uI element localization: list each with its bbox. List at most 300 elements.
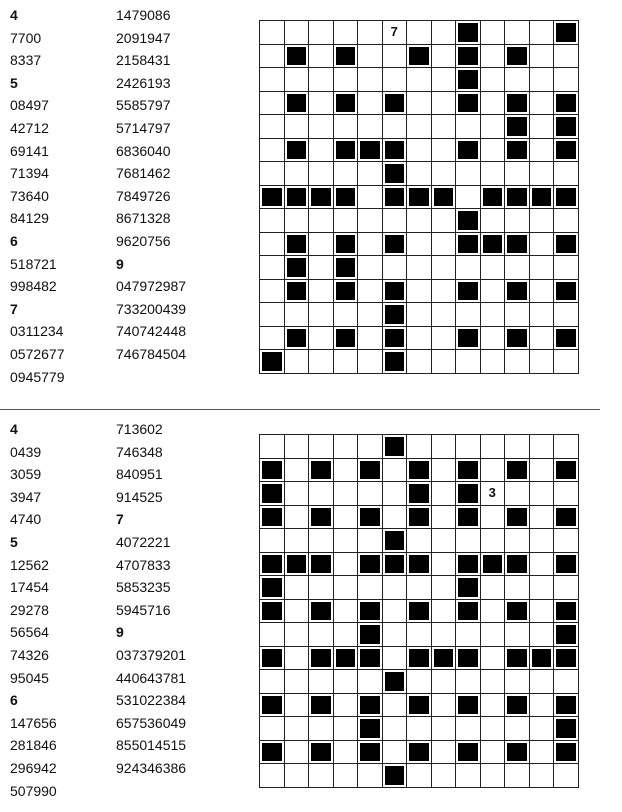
empty-cell[interactable] bbox=[505, 435, 530, 459]
empty-cell[interactable] bbox=[481, 92, 506, 116]
empty-cell[interactable] bbox=[456, 256, 481, 280]
empty-cell[interactable] bbox=[432, 553, 457, 577]
empty-cell[interactable] bbox=[505, 68, 530, 92]
empty-cell[interactable] bbox=[334, 68, 359, 92]
empty-cell[interactable] bbox=[358, 303, 383, 327]
prefilled-cell[interactable]: 3 bbox=[481, 482, 506, 506]
empty-cell[interactable] bbox=[505, 670, 530, 694]
empty-cell[interactable] bbox=[554, 529, 579, 553]
black-cell bbox=[334, 139, 359, 163]
empty-cell[interactable] bbox=[432, 764, 457, 788]
word-list-1-col-1 bbox=[10, 4, 110, 388]
prefilled-cell[interactable]: 7 bbox=[383, 21, 408, 45]
empty-cell[interactable] bbox=[358, 670, 383, 694]
empty-cell[interactable] bbox=[334, 764, 359, 788]
empty-cell[interactable] bbox=[407, 115, 432, 139]
empty-cell[interactable] bbox=[407, 139, 432, 163]
empty-cell[interactable] bbox=[481, 623, 506, 647]
empty-cell[interactable] bbox=[407, 576, 432, 600]
empty-cell[interactable] bbox=[285, 162, 310, 186]
empty-cell[interactable] bbox=[407, 68, 432, 92]
empty-cell[interactable] bbox=[334, 529, 359, 553]
empty-cell[interactable] bbox=[407, 209, 432, 233]
empty-cell[interactable] bbox=[407, 233, 432, 257]
empty-cell[interactable] bbox=[554, 435, 579, 459]
empty-cell[interactable] bbox=[285, 303, 310, 327]
empty-cell[interactable] bbox=[285, 623, 310, 647]
empty-cell[interactable] bbox=[530, 115, 555, 139]
empty-cell[interactable] bbox=[432, 233, 457, 257]
empty-cell[interactable] bbox=[481, 209, 506, 233]
empty-cell[interactable] bbox=[432, 162, 457, 186]
empty-cell[interactable] bbox=[309, 764, 334, 788]
empty-cell[interactable] bbox=[407, 670, 432, 694]
empty-cell[interactable] bbox=[285, 529, 310, 553]
empty-cell[interactable] bbox=[407, 717, 432, 741]
empty-cell[interactable] bbox=[285, 670, 310, 694]
empty-cell[interactable] bbox=[554, 68, 579, 92]
empty-cell[interactable] bbox=[260, 92, 285, 116]
empty-cell[interactable] bbox=[383, 115, 408, 139]
empty-cell[interactable] bbox=[456, 186, 481, 210]
list-item: 4707833 bbox=[116, 556, 171, 573]
empty-cell[interactable] bbox=[530, 303, 555, 327]
empty-cell[interactable] bbox=[481, 68, 506, 92]
empty-cell[interactable] bbox=[358, 162, 383, 186]
empty-cell[interactable] bbox=[260, 764, 285, 788]
empty-cell[interactable] bbox=[407, 256, 432, 280]
empty-cell[interactable] bbox=[432, 280, 457, 304]
empty-cell[interactable] bbox=[358, 482, 383, 506]
empty-cell[interactable] bbox=[481, 717, 506, 741]
empty-cell[interactable] bbox=[481, 45, 506, 69]
empty-cell[interactable] bbox=[432, 506, 457, 530]
empty-cell[interactable] bbox=[432, 209, 457, 233]
empty-cell[interactable] bbox=[383, 623, 408, 647]
empty-cell[interactable] bbox=[432, 350, 457, 374]
empty-cell[interactable] bbox=[309, 350, 334, 374]
empty-cell[interactable] bbox=[285, 350, 310, 374]
empty-cell[interactable] bbox=[358, 280, 383, 304]
empty-cell[interactable] bbox=[530, 21, 555, 45]
empty-cell[interactable] bbox=[260, 327, 285, 351]
black-cell bbox=[554, 139, 579, 163]
empty-cell[interactable] bbox=[334, 623, 359, 647]
empty-cell[interactable] bbox=[358, 350, 383, 374]
list-item: 17454 bbox=[10, 579, 49, 596]
empty-cell[interactable] bbox=[383, 506, 408, 530]
empty-cell[interactable] bbox=[358, 92, 383, 116]
black-cell bbox=[383, 92, 408, 116]
empty-cell[interactable] bbox=[309, 529, 334, 553]
empty-cell[interactable] bbox=[432, 45, 457, 69]
empty-cell[interactable] bbox=[383, 600, 408, 624]
empty-cell[interactable] bbox=[481, 576, 506, 600]
black-cell bbox=[456, 21, 481, 45]
empty-cell[interactable] bbox=[334, 717, 359, 741]
empty-cell[interactable] bbox=[383, 694, 408, 718]
empty-cell[interactable] bbox=[309, 45, 334, 69]
empty-cell[interactable] bbox=[358, 115, 383, 139]
puzzle-grid-2[interactable] bbox=[259, 434, 579, 788]
empty-cell[interactable] bbox=[530, 45, 555, 69]
empty-cell[interactable] bbox=[383, 68, 408, 92]
empty-cell[interactable] bbox=[505, 623, 530, 647]
empty-cell[interactable] bbox=[530, 506, 555, 530]
empty-cell[interactable] bbox=[432, 741, 457, 765]
empty-cell[interactable] bbox=[530, 670, 555, 694]
empty-cell[interactable] bbox=[334, 694, 359, 718]
empty-cell[interactable] bbox=[530, 139, 555, 163]
length-heading: 7 bbox=[10, 300, 18, 317]
empty-cell[interactable] bbox=[358, 327, 383, 351]
empty-cell[interactable] bbox=[432, 327, 457, 351]
empty-cell[interactable] bbox=[358, 68, 383, 92]
empty-cell[interactable] bbox=[260, 162, 285, 186]
empty-cell[interactable] bbox=[285, 115, 310, 139]
empty-cell[interactable] bbox=[432, 623, 457, 647]
black-cell bbox=[505, 741, 530, 765]
empty-cell[interactable] bbox=[285, 435, 310, 459]
black-cell bbox=[554, 327, 579, 351]
empty-cell[interactable] bbox=[334, 435, 359, 459]
empty-cell[interactable] bbox=[309, 717, 334, 741]
empty-cell[interactable] bbox=[481, 647, 506, 671]
empty-cell[interactable] bbox=[358, 209, 383, 233]
empty-cell[interactable] bbox=[554, 45, 579, 69]
list-item: 531022384 bbox=[116, 692, 187, 709]
empty-cell[interactable] bbox=[334, 115, 359, 139]
black-cell bbox=[285, 45, 310, 69]
empty-cell[interactable] bbox=[456, 623, 481, 647]
empty-cell[interactable] bbox=[505, 21, 530, 45]
black-cell bbox=[358, 139, 383, 163]
empty-cell[interactable] bbox=[285, 717, 310, 741]
empty-cell[interactable] bbox=[554, 256, 579, 280]
empty-cell[interactable] bbox=[383, 209, 408, 233]
black-cell bbox=[505, 647, 530, 671]
black-cell bbox=[554, 186, 579, 210]
empty-cell[interactable] bbox=[481, 350, 506, 374]
empty-cell[interactable] bbox=[530, 764, 555, 788]
empty-cell[interactable] bbox=[407, 303, 432, 327]
empty-cell[interactable] bbox=[334, 576, 359, 600]
empty-cell[interactable] bbox=[285, 576, 310, 600]
empty-cell[interactable] bbox=[530, 209, 555, 233]
empty-cell[interactable] bbox=[334, 350, 359, 374]
empty-cell[interactable] bbox=[505, 576, 530, 600]
empty-cell[interactable] bbox=[505, 350, 530, 374]
empty-cell[interactable] bbox=[554, 162, 579, 186]
empty-cell[interactable] bbox=[358, 764, 383, 788]
empty-cell[interactable] bbox=[505, 529, 530, 553]
empty-cell[interactable] bbox=[554, 209, 579, 233]
empty-cell[interactable] bbox=[432, 303, 457, 327]
black-cell bbox=[456, 576, 481, 600]
empty-cell[interactable] bbox=[309, 623, 334, 647]
empty-cell[interactable] bbox=[432, 92, 457, 116]
empty-cell[interactable] bbox=[530, 280, 555, 304]
empty-cell[interactable] bbox=[309, 280, 334, 304]
empty-cell[interactable] bbox=[407, 350, 432, 374]
empty-cell[interactable] bbox=[309, 327, 334, 351]
empty-cell[interactable] bbox=[260, 68, 285, 92]
black-cell bbox=[554, 623, 579, 647]
empty-cell[interactable] bbox=[260, 435, 285, 459]
empty-cell[interactable] bbox=[505, 717, 530, 741]
empty-cell[interactable] bbox=[383, 647, 408, 671]
empty-cell[interactable] bbox=[530, 68, 555, 92]
empty-cell[interactable] bbox=[358, 435, 383, 459]
empty-cell[interactable] bbox=[309, 576, 334, 600]
empty-cell[interactable] bbox=[530, 256, 555, 280]
empty-cell[interactable] bbox=[432, 600, 457, 624]
empty-cell[interactable] bbox=[334, 162, 359, 186]
empty-cell[interactable] bbox=[407, 764, 432, 788]
empty-cell[interactable] bbox=[285, 764, 310, 788]
empty-cell[interactable] bbox=[505, 162, 530, 186]
empty-cell[interactable] bbox=[383, 482, 408, 506]
black-cell bbox=[358, 553, 383, 577]
empty-cell[interactable] bbox=[260, 717, 285, 741]
list-item: 5945716 bbox=[116, 601, 171, 618]
empty-cell[interactable] bbox=[383, 45, 408, 69]
empty-cell[interactable] bbox=[505, 303, 530, 327]
empty-cell[interactable] bbox=[309, 482, 334, 506]
empty-cell[interactable] bbox=[432, 670, 457, 694]
empty-cell[interactable] bbox=[334, 600, 359, 624]
empty-cell[interactable] bbox=[334, 553, 359, 577]
empty-cell[interactable] bbox=[309, 209, 334, 233]
empty-cell[interactable] bbox=[383, 256, 408, 280]
empty-cell[interactable] bbox=[554, 764, 579, 788]
empty-cell[interactable] bbox=[530, 482, 555, 506]
empty-cell[interactable] bbox=[481, 694, 506, 718]
empty-cell[interactable] bbox=[285, 647, 310, 671]
empty-cell[interactable] bbox=[285, 482, 310, 506]
empty-cell[interactable] bbox=[481, 280, 506, 304]
empty-cell[interactable] bbox=[309, 233, 334, 257]
empty-cell[interactable] bbox=[260, 115, 285, 139]
empty-cell[interactable] bbox=[309, 670, 334, 694]
black-cell bbox=[309, 186, 334, 210]
black-cell bbox=[505, 45, 530, 69]
empty-cell[interactable] bbox=[530, 459, 555, 483]
empty-cell[interactable] bbox=[481, 670, 506, 694]
empty-cell[interactable] bbox=[530, 694, 555, 718]
empty-cell[interactable] bbox=[554, 303, 579, 327]
empty-cell[interactable] bbox=[530, 350, 555, 374]
empty-cell[interactable] bbox=[432, 139, 457, 163]
empty-cell[interactable] bbox=[481, 764, 506, 788]
empty-cell[interactable] bbox=[358, 529, 383, 553]
empty-cell[interactable] bbox=[260, 209, 285, 233]
empty-cell[interactable] bbox=[481, 21, 506, 45]
empty-cell[interactable] bbox=[383, 741, 408, 765]
empty-cell[interactable] bbox=[554, 576, 579, 600]
empty-cell[interactable] bbox=[334, 741, 359, 765]
empty-cell[interactable] bbox=[456, 115, 481, 139]
empty-cell[interactable] bbox=[407, 92, 432, 116]
black-cell bbox=[407, 482, 432, 506]
empty-cell[interactable] bbox=[260, 139, 285, 163]
black-cell bbox=[260, 647, 285, 671]
empty-cell[interactable] bbox=[554, 670, 579, 694]
length-heading: 7 bbox=[116, 511, 124, 528]
empty-cell[interactable] bbox=[481, 303, 506, 327]
empty-cell[interactable] bbox=[456, 303, 481, 327]
black-cell bbox=[505, 280, 530, 304]
empty-cell[interactable] bbox=[481, 529, 506, 553]
empty-cell[interactable] bbox=[260, 21, 285, 45]
empty-cell[interactable] bbox=[260, 623, 285, 647]
empty-cell[interactable] bbox=[358, 233, 383, 257]
empty-cell[interactable] bbox=[260, 280, 285, 304]
empty-cell[interactable] bbox=[456, 435, 481, 459]
empty-cell[interactable] bbox=[530, 162, 555, 186]
black-cell bbox=[505, 600, 530, 624]
empty-cell[interactable] bbox=[432, 576, 457, 600]
empty-cell[interactable] bbox=[530, 741, 555, 765]
empty-cell[interactable] bbox=[432, 482, 457, 506]
empty-cell[interactable] bbox=[309, 162, 334, 186]
empty-cell[interactable] bbox=[456, 670, 481, 694]
empty-cell[interactable] bbox=[334, 459, 359, 483]
empty-cell[interactable] bbox=[334, 21, 359, 45]
empty-cell[interactable] bbox=[530, 327, 555, 351]
empty-cell[interactable] bbox=[309, 435, 334, 459]
empty-cell[interactable] bbox=[530, 717, 555, 741]
empty-cell[interactable] bbox=[260, 303, 285, 327]
empty-cell[interactable] bbox=[456, 350, 481, 374]
empty-cell[interactable] bbox=[358, 256, 383, 280]
empty-cell[interactable] bbox=[309, 303, 334, 327]
empty-cell[interactable] bbox=[432, 115, 457, 139]
empty-cell[interactable] bbox=[309, 21, 334, 45]
black-cell bbox=[309, 741, 334, 765]
empty-cell[interactable] bbox=[530, 92, 555, 116]
empty-cell[interactable] bbox=[530, 623, 555, 647]
empty-cell[interactable] bbox=[334, 209, 359, 233]
empty-cell[interactable] bbox=[456, 717, 481, 741]
empty-cell[interactable] bbox=[432, 459, 457, 483]
empty-cell[interactable] bbox=[334, 670, 359, 694]
empty-cell[interactable] bbox=[309, 92, 334, 116]
empty-cell[interactable] bbox=[309, 115, 334, 139]
empty-cell[interactable] bbox=[260, 670, 285, 694]
empty-cell[interactable] bbox=[358, 186, 383, 210]
empty-cell[interactable] bbox=[481, 459, 506, 483]
empty-cell[interactable] bbox=[285, 600, 310, 624]
black-cell bbox=[505, 92, 530, 116]
empty-cell[interactable] bbox=[260, 45, 285, 69]
empty-cell[interactable] bbox=[481, 506, 506, 530]
empty-cell[interactable] bbox=[260, 529, 285, 553]
empty-cell[interactable] bbox=[481, 256, 506, 280]
black-cell bbox=[383, 186, 408, 210]
empty-cell[interactable] bbox=[407, 529, 432, 553]
empty-cell[interactable] bbox=[530, 553, 555, 577]
empty-cell[interactable] bbox=[530, 529, 555, 553]
empty-cell[interactable] bbox=[481, 435, 506, 459]
empty-cell[interactable] bbox=[481, 162, 506, 186]
empty-cell[interactable] bbox=[432, 21, 457, 45]
empty-cell[interactable] bbox=[309, 68, 334, 92]
empty-cell[interactable] bbox=[383, 717, 408, 741]
empty-cell[interactable] bbox=[407, 280, 432, 304]
empty-cell[interactable] bbox=[481, 139, 506, 163]
empty-cell[interactable] bbox=[481, 741, 506, 765]
empty-cell[interactable] bbox=[383, 576, 408, 600]
empty-cell[interactable] bbox=[505, 482, 530, 506]
empty-cell[interactable] bbox=[334, 506, 359, 530]
empty-cell[interactable] bbox=[554, 350, 579, 374]
empty-cell[interactable] bbox=[407, 21, 432, 45]
empty-cell[interactable] bbox=[481, 327, 506, 351]
empty-cell[interactable] bbox=[554, 482, 579, 506]
empty-cell[interactable] bbox=[285, 741, 310, 765]
empty-cell[interactable] bbox=[505, 256, 530, 280]
empty-cell[interactable] bbox=[407, 623, 432, 647]
empty-cell[interactable] bbox=[530, 233, 555, 257]
empty-cell[interactable] bbox=[285, 459, 310, 483]
empty-cell[interactable] bbox=[309, 139, 334, 163]
empty-cell[interactable] bbox=[432, 529, 457, 553]
black-cell bbox=[260, 506, 285, 530]
empty-cell[interactable] bbox=[260, 233, 285, 257]
empty-cell[interactable] bbox=[309, 256, 334, 280]
empty-cell[interactable] bbox=[383, 459, 408, 483]
empty-cell[interactable] bbox=[334, 482, 359, 506]
empty-cell[interactable] bbox=[505, 209, 530, 233]
empty-cell[interactable] bbox=[456, 764, 481, 788]
word-list-1-col-2 bbox=[116, 4, 216, 366]
empty-cell[interactable] bbox=[456, 529, 481, 553]
puzzle-grid-1[interactable] bbox=[259, 20, 579, 374]
black-cell bbox=[407, 741, 432, 765]
empty-cell[interactable] bbox=[285, 694, 310, 718]
empty-cell[interactable] bbox=[334, 303, 359, 327]
empty-cell[interactable] bbox=[407, 435, 432, 459]
empty-cell[interactable] bbox=[456, 162, 481, 186]
empty-cell[interactable] bbox=[358, 576, 383, 600]
empty-cell[interactable] bbox=[481, 600, 506, 624]
empty-cell[interactable] bbox=[432, 68, 457, 92]
empty-cell[interactable] bbox=[358, 21, 383, 45]
empty-cell[interactable] bbox=[530, 576, 555, 600]
black-cell bbox=[334, 45, 359, 69]
empty-cell[interactable] bbox=[285, 506, 310, 530]
empty-cell[interactable] bbox=[432, 717, 457, 741]
empty-cell[interactable] bbox=[530, 435, 555, 459]
empty-cell[interactable] bbox=[407, 327, 432, 351]
empty-cell[interactable] bbox=[358, 45, 383, 69]
empty-cell[interactable] bbox=[530, 600, 555, 624]
empty-cell[interactable] bbox=[285, 209, 310, 233]
empty-cell[interactable] bbox=[260, 256, 285, 280]
empty-cell[interactable] bbox=[432, 435, 457, 459]
empty-cell[interactable] bbox=[432, 256, 457, 280]
empty-cell[interactable] bbox=[505, 764, 530, 788]
empty-cell[interactable] bbox=[285, 21, 310, 45]
list-item: 74326 bbox=[10, 646, 49, 663]
empty-cell[interactable] bbox=[481, 115, 506, 139]
empty-cell[interactable] bbox=[407, 162, 432, 186]
list-item: 9620756 bbox=[116, 232, 171, 249]
empty-cell[interactable] bbox=[285, 68, 310, 92]
black-cell bbox=[285, 327, 310, 351]
empty-cell[interactable] bbox=[432, 694, 457, 718]
